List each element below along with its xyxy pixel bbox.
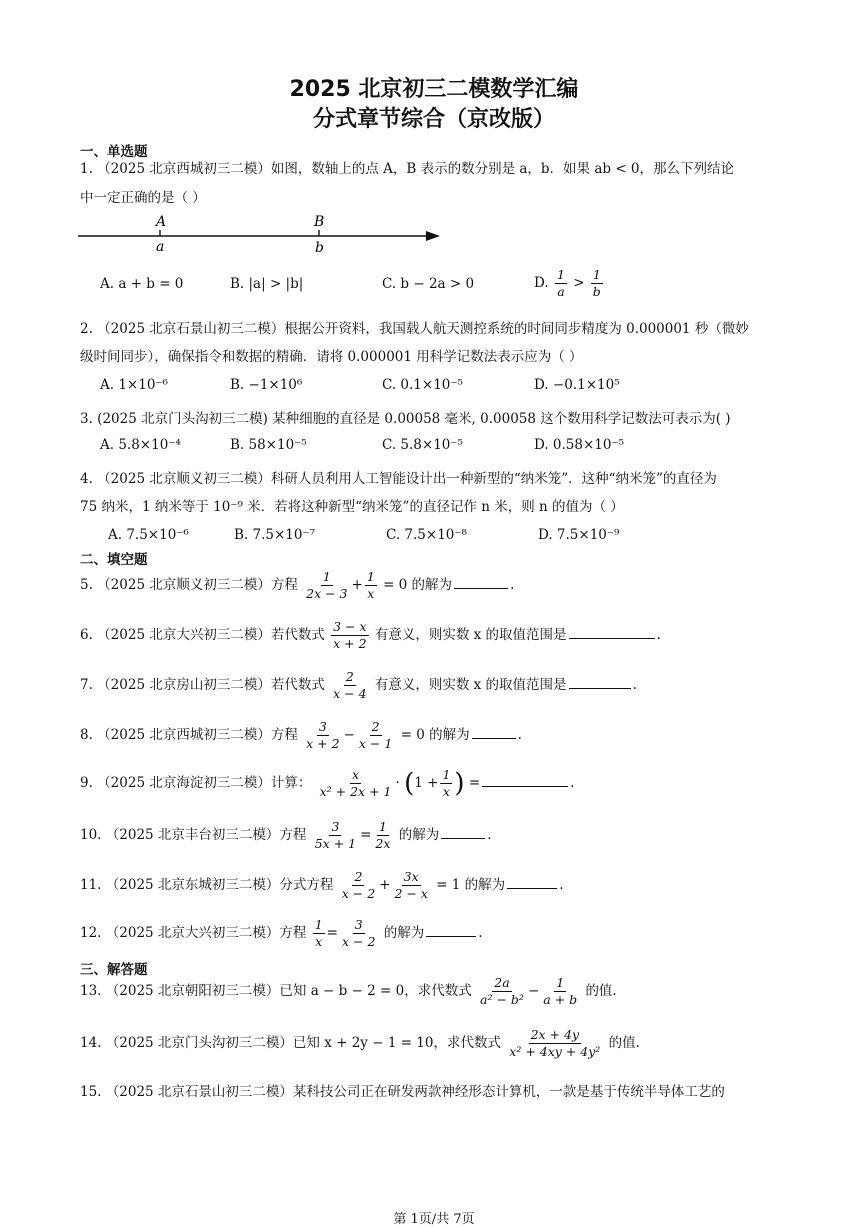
- q9-equals: =: [468, 774, 481, 791]
- q8-line: [80, 720, 808, 751]
- q11-frac2-num: 3x: [403, 869, 419, 884]
- q4-option-d: D. 7.5×10⁻⁹: [538, 527, 620, 543]
- q7-line: [80, 670, 808, 701]
- q13-frac1-den: a² − b²: [480, 991, 524, 1007]
- q6-suffix: 有意义，则实数 x 的取值范围是: [374, 626, 567, 643]
- q12-answer-blank[interactable]: [426, 923, 476, 937]
- q2-stem-line1: 2. （2025 北京石景山初三二模）根据公开资料，我国载人航天测控系统的时间同步精度为 0.000001 秒（微妙: [80, 321, 749, 337]
- q7-suffix: 有意义，则实数 x 的取值范围是: [374, 676, 567, 693]
- q3-stem-line1: 3. (2025 北京门头沟初三二模) 某种细胞的直径是 0.00058 毫米, 0.00058 这个数用科学记数法可表示为( ): [80, 411, 731, 427]
- q11-frac1-num: 2: [354, 869, 363, 884]
- q11-frac2-den: 2 − x: [394, 885, 428, 901]
- q5-frac1-den: 2x − 3: [306, 585, 348, 601]
- q11-op: +: [379, 876, 391, 893]
- q6-frac-num: 3 − x: [333, 619, 367, 634]
- q13-frac2-num: 1: [556, 975, 565, 990]
- q10-frac1-num: 3: [331, 819, 340, 834]
- q4-option-b: B. 7.5×10⁻⁷: [234, 527, 315, 543]
- q9-frac2-num: 1: [442, 767, 451, 782]
- q5-frac2-den: x: [367, 585, 375, 601]
- q12-end: .: [478, 924, 483, 941]
- q10-frac1-den: 5x + 1: [314, 835, 357, 851]
- q1-d-frac2-den: b: [592, 283, 601, 299]
- q7-frac-den: x − 4: [333, 685, 367, 701]
- q5-prefix: 5. （2025 北京顺义初三二模）方程: [80, 576, 298, 593]
- q8-frac1-den: x + 2: [306, 735, 340, 751]
- q6-prefix: 6. （2025 北京大兴初三二模）若代数式: [80, 626, 325, 643]
- q1-option-d: [534, 268, 605, 299]
- q1-d-frac1-num: 1: [556, 267, 565, 282]
- q12-suffix: 的解为: [383, 924, 425, 941]
- q1-option-d-prefix: D.: [534, 274, 549, 291]
- q13-op: −: [527, 982, 540, 999]
- q2-option-a: A. 1×10⁻⁶: [100, 377, 168, 393]
- q5-frac2-num: 1: [366, 569, 375, 584]
- q3-option-d: D. 0.58×10⁻⁵: [534, 437, 625, 453]
- q10-op: =: [360, 826, 372, 843]
- q13-line: [80, 976, 808, 1007]
- q9-left-paren: (: [404, 768, 415, 799]
- q12-prefix: 12. （2025 北京大兴初三二模）方程: [80, 924, 307, 941]
- q15-stem-line1: 15. （2025 北京石景山初三二模）某科技公司正在研发两款神经形态计算机，一款是基于传统半导体工艺的: [80, 1084, 725, 1100]
- q6-end: .: [656, 626, 661, 643]
- q13-prefix: 13. （2025 北京朝阳初三二模）已知 a − b − 2 = 0，求代数式: [80, 982, 472, 999]
- q6-line: [80, 620, 808, 651]
- point-b-value: b: [315, 240, 324, 256]
- q7-answer-blank[interactable]: [569, 675, 631, 689]
- q1-option-b: B. |a| > |b|: [230, 276, 304, 292]
- q14-frac-num: 2x + 4y: [530, 1027, 579, 1042]
- q1-stem-line2: 中一定正确的是（ ）: [80, 190, 206, 206]
- q8-end: .: [517, 726, 522, 743]
- q9-answer-blank[interactable]: [482, 773, 568, 787]
- q10-suffix: 的解为: [398, 826, 440, 843]
- q11-frac1-den: x − 2: [341, 885, 376, 901]
- q1-stem-line1: 1. （2025 北京西城初三二模）如图，数轴上的点 A，B 表示的数分别是 a，b．如果 ab < 0，那么下列结论: [80, 161, 735, 177]
- q10-line: [80, 820, 808, 851]
- q9-frac1-num: x: [352, 767, 360, 782]
- q5-end: .: [510, 576, 515, 593]
- q5-op: +: [351, 576, 363, 593]
- q14-suffix: 的值.: [608, 1034, 640, 1051]
- q12-frac2-den: x − 2: [341, 933, 376, 949]
- q13-suffix: 的值.: [585, 982, 617, 999]
- q9-prefix: 9. （2025 北京海淀初三二模）计算：: [80, 774, 312, 791]
- q9-end: .: [570, 774, 575, 791]
- q12-op: =: [326, 924, 338, 941]
- q1-d-op: >: [573, 274, 585, 291]
- q10-answer-blank[interactable]: [441, 825, 485, 839]
- q8-frac2-num: 2: [371, 719, 380, 734]
- q1-option-a: A. a + b = 0: [100, 276, 184, 292]
- q4-option-a: A. 7.5×10⁻⁶: [108, 527, 189, 543]
- q1-d-frac1-den: a: [557, 283, 565, 299]
- q4-stem-line2: 75 纳米，1 纳米等于 10⁻⁹ 米．若将这种新型“纳米笼”的直径记作 n 米，则 n 的值为（ ）: [80, 499, 624, 515]
- q5-suffix: = 0 的解为: [383, 576, 453, 593]
- q5-frac1-num: 1: [322, 569, 331, 584]
- q7-frac-num: 2: [345, 669, 354, 684]
- page-footer: 第 1页/共 7页: [393, 1212, 475, 1227]
- q12-frac2-num: 3: [354, 917, 363, 932]
- q11-line: [80, 870, 808, 901]
- q8-frac2-den: x − 1: [358, 735, 393, 751]
- q2-option-c: C. 0.1×10⁻⁵: [382, 377, 463, 393]
- q9-line: [80, 768, 808, 799]
- q5-line: [80, 570, 808, 601]
- q11-end: .: [559, 876, 564, 893]
- document-title-line1: 2025 北京初三二模数学汇编: [289, 77, 579, 102]
- section-heading-single-choice: 一、单选题: [80, 144, 148, 160]
- q7-end: .: [632, 676, 637, 693]
- q5-answer-blank[interactable]: [454, 575, 508, 589]
- q10-prefix: 10. （2025 北京丰台初三二模）方程: [80, 826, 307, 843]
- q4-option-c: C. 7.5×10⁻⁸: [386, 527, 467, 543]
- q10-frac2-num: 1: [378, 819, 387, 834]
- q6-frac-den: x + 2: [333, 635, 367, 651]
- q13-frac1-num: 2a: [494, 975, 510, 990]
- q1-d-frac2-num: 1: [592, 267, 601, 282]
- q12-frac1-den: x: [315, 933, 323, 949]
- q2-option-d: D. −0.1×10⁵: [534, 377, 620, 393]
- section-heading-fill-blank: 二、填空题: [80, 552, 148, 568]
- q11-prefix: 11. （2025 北京东城初三二模）分式方程: [80, 876, 334, 893]
- q11-suffix: = 1 的解为: [436, 876, 506, 893]
- q14-frac-den: x² + 4xy + 4y²: [509, 1043, 601, 1059]
- q12-line: [80, 918, 808, 949]
- section-heading-solve: 三、解答题: [80, 962, 148, 978]
- q8-prefix: 8. （2025 北京西城初三二模）方程: [80, 726, 298, 743]
- q9-one-plus: 1 +: [414, 774, 439, 791]
- q2-stem-line2: 级时间同步），确保指令和数据的精确．请将 0.000001 用科学记数法表示应为（ ）: [80, 349, 583, 365]
- q3-option-b: B. 58×10⁻⁵: [230, 437, 307, 453]
- point-b-label: B: [314, 214, 325, 230]
- q3-option-a: A. 5.8×10⁻⁴: [100, 437, 181, 453]
- q8-op: −: [343, 726, 355, 743]
- q14-prefix: 14. （2025 北京门头沟初三二模）已知 x + 2y − 1 = 10，求代数式: [80, 1034, 501, 1051]
- point-a-value: a: [156, 239, 165, 255]
- document-title-line2: 分式章节综合（京改版）: [312, 107, 555, 132]
- q9-right-paren: ): [454, 768, 465, 799]
- number-line-figure: [78, 208, 448, 258]
- q4-stem-line1: 4. （2025 北京顺义初三二模）科研人员利用人工智能设计出一种新型的“纳米笼”．这种“纳米笼”的直径为: [80, 471, 717, 487]
- q11-answer-blank[interactable]: [507, 875, 557, 889]
- q8-suffix: = 0 的解为: [400, 726, 470, 743]
- q3-option-c: C. 5.8×10⁻⁵: [382, 437, 463, 453]
- q7-prefix: 7. （2025 北京房山初三二模）若代数式: [80, 676, 325, 693]
- q9-dot: ·: [395, 774, 405, 791]
- q8-answer-blank[interactable]: [472, 725, 516, 739]
- q14-line: [80, 1028, 808, 1059]
- q6-answer-blank[interactable]: [569, 625, 655, 639]
- q9-frac2-den: x: [442, 783, 450, 799]
- point-a-label: A: [156, 214, 167, 230]
- q1-option-c: C. b − 2a > 0: [382, 276, 475, 292]
- q9-frac1-den: x² + 2x + 1: [319, 783, 392, 799]
- q13-frac2-den: a + b: [543, 991, 578, 1007]
- q8-frac1-num: 3: [318, 719, 327, 734]
- q10-end: .: [487, 826, 492, 843]
- q10-frac2-den: 2x: [375, 835, 391, 851]
- q2-option-b: B. −1×10⁶: [230, 377, 303, 393]
- q12-frac1-num: 1: [314, 917, 323, 932]
